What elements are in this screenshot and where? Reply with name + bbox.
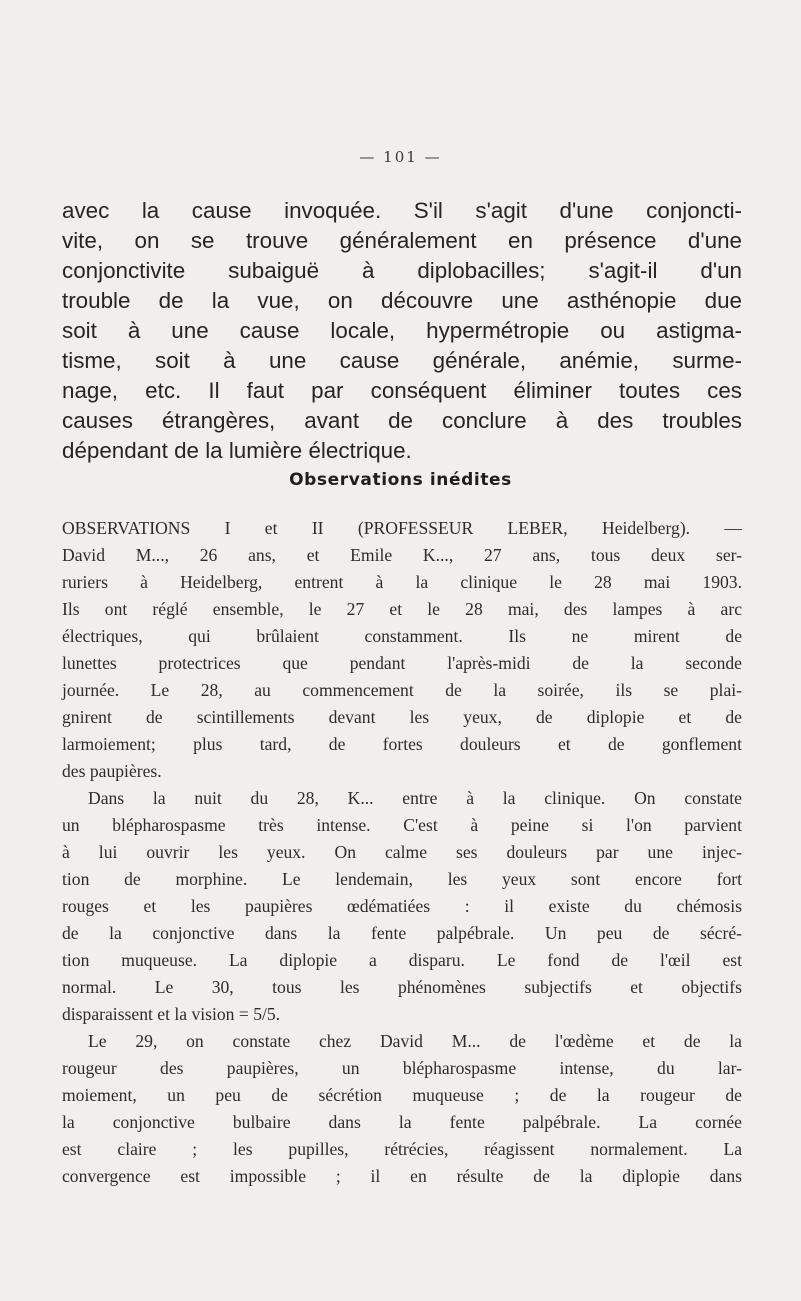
observation-line: moiement, un peu de sécrétion muqueuse ; de la rougeur de <box>62 1085 742 1105</box>
page-number: — 101 — <box>359 148 442 166</box>
intro-line: dépendant de la lumière électrique. <box>62 438 412 463</box>
observation-line: électriques, qui brûlaient constamment. Ils ne mirent de <box>62 626 742 646</box>
observation-line: disparaissent et la vision = 5/5. <box>62 1004 281 1024</box>
intro-line: soit à une cause locale, hypermétropie ou astigma- <box>62 318 742 343</box>
observation-line: de la conjonctive dans la fente palpébrale. Un peu de sécré- <box>62 923 742 943</box>
observation-line: à lui ouvrir les yeux. On calme ses douleurs par une injec- <box>62 842 742 862</box>
intro-line: conjonctivite subaiguë à diplobacilles; s'agit-il d'un <box>62 258 742 283</box>
observation-line: journée. Le 28, au commencement de la soirée, ils se plai- <box>62 680 742 700</box>
observation-line: gnirent de scintillements devant les yeux, de diplopie et de <box>62 707 742 727</box>
observation-line: normal. Le 30, tous les phénomènes subjectifs et objectifs <box>62 977 742 997</box>
observation-line: Ils ont réglé ensemble, le 27 et le 28 mai, des lampes à arc <box>62 599 742 619</box>
observation-line: ruriers à Heidelberg, entrent à la clinique le 28 mai 1903. <box>62 572 742 592</box>
observations-text <box>62 515 742 1190</box>
observation-line: lunettes protectrices que pendant l'après-midi de la seconde <box>62 653 742 673</box>
observation-line: Le 29, on constate chez David M... de l'œdème et de la <box>88 1031 742 1051</box>
observation-line: un blépharospasme très intense. C'est à peine si l'on parvient <box>62 815 742 835</box>
observation-line: larmoiement; plus tard, de fortes douleurs et de gonflement <box>62 734 742 754</box>
section-heading: Observations inédites <box>289 470 512 490</box>
observation-line: Dans la nuit du 28, K... entre à la clinique. On constate <box>88 788 742 808</box>
observation-line: rouges et les paupières œdématiées : il existe du chémosis <box>62 896 742 916</box>
observation-line: David M..., 26 ans, et Emile K..., 27 ans, tous deux ser- <box>62 545 742 565</box>
intro-line: causes étrangères, avant de conclure à des troubles <box>62 408 742 433</box>
observation-line: convergence est impossible ; il en résulte de la diplopie dans <box>62 1166 742 1186</box>
observation-line: des paupières. <box>62 761 162 781</box>
intro-line: vite, on se trouve généralement en présence d'une <box>62 228 742 253</box>
observation-line: tion muqueuse. La diplopie a disparu. Le fond de l'œil est <box>62 950 742 970</box>
observation-line: la conjonctive bulbaire dans la fente palpébrale. La cornée <box>62 1112 742 1132</box>
observation-line: tion de morphine. Le lendemain, les yeux sont encore fort <box>62 869 742 889</box>
observation-line: est claire ; les pupilles, rétrécies, réagissent normalement. La <box>62 1139 742 1159</box>
intro-line: avec la cause invoquée. S'il s'agit d'une conjoncti- <box>62 198 742 223</box>
observation-line: rougeur des paupières, un blépharospasme intense, du lar- <box>62 1058 742 1078</box>
intro-paragraph <box>62 196 742 466</box>
intro-line: tisme, soit à une cause générale, anémie, surme- <box>62 348 742 373</box>
observation-line: OBSERVATIONS I et II (PROFESSEUR LEBER, Heidelberg). — <box>62 518 742 538</box>
intro-line: nage, etc. Il faut par conséquent éliminer toutes ces <box>62 378 742 403</box>
intro-line: trouble de la vue, on découvre une asthénopie due <box>62 288 742 313</box>
